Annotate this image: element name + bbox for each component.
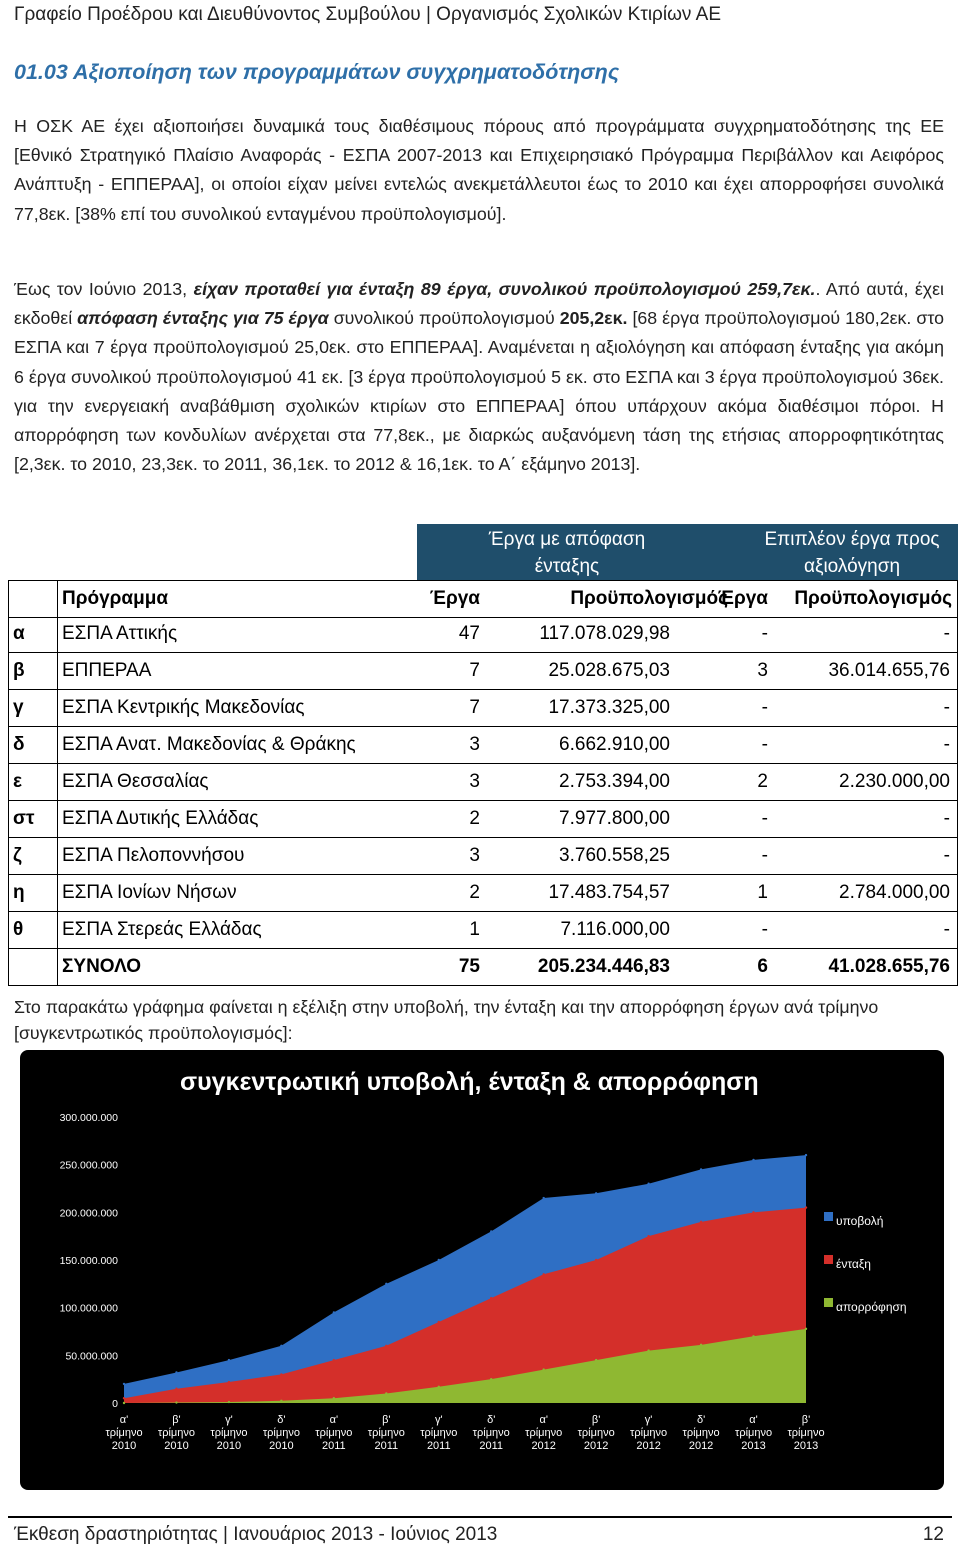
x-tick-label: τρίμηνο xyxy=(630,1427,668,1439)
row-budget: 205.234.446,83 xyxy=(537,956,670,977)
row-erga: 1 xyxy=(469,919,480,940)
x-tick-label: 2011 xyxy=(322,1440,346,1452)
p2-text-f: 205,2εκ. xyxy=(559,308,628,329)
y-tick-label: 0 xyxy=(112,1398,118,1410)
table-row xyxy=(8,690,958,727)
footer-text: Έκθεση δραστηριότητας | Ιανουάριος 2013 - Ιούνιος 2013 xyxy=(14,1524,498,1545)
row-budget2: 2.784.000,00 xyxy=(839,882,950,903)
x-tick-label: 2012 xyxy=(583,1440,609,1452)
row-erga: 2 xyxy=(469,882,480,903)
row-erga2: 2 xyxy=(757,771,768,792)
x-tick-label: γ' xyxy=(225,1414,233,1426)
p2-text-d: απόφαση ένταξης για 75 έργα xyxy=(77,308,329,329)
x-tick-label: τρίμηνο xyxy=(734,1427,773,1439)
x-tick-label: α' xyxy=(329,1414,339,1426)
row-budget2: - xyxy=(943,623,950,644)
x-tick-label: τρίμηνο xyxy=(472,1427,510,1439)
row-letter: β xyxy=(13,660,25,681)
x-tick-label: γ' xyxy=(644,1414,653,1426)
row-program: ΣΥΝΟΛΟ xyxy=(62,956,142,977)
x-tick-label: α' xyxy=(539,1414,548,1426)
table-row xyxy=(8,912,958,949)
table-total-row xyxy=(8,949,958,986)
row-budget: 25.028.675,03 xyxy=(548,660,670,681)
col-erga-header: Έργα xyxy=(429,588,480,609)
p2-text-a: Έως τον Ιούνιο 2013, xyxy=(14,279,194,299)
row-erga2: - xyxy=(761,734,768,755)
row-erga: 2 xyxy=(469,808,480,829)
x-tick-label: γ' xyxy=(434,1414,443,1426)
x-tick-label: τρίμηνο xyxy=(315,1427,353,1439)
row-budget2: - xyxy=(943,808,950,829)
row-budget: 6.662.910,00 xyxy=(559,734,670,755)
table-row xyxy=(8,616,958,653)
x-tick-label: τρίμηνο xyxy=(787,1427,825,1439)
x-tick-label: 2012 xyxy=(531,1440,556,1452)
x-tick-label: 2012 xyxy=(636,1440,661,1452)
legend-label: απορρόφηση xyxy=(836,1300,907,1314)
row-letter: η xyxy=(13,882,25,903)
row-letter: γ xyxy=(13,697,24,718)
y-tick-label: 300.000.000 xyxy=(59,1112,118,1124)
row-program: ΕΠΠΕΡΑΑ xyxy=(62,660,152,681)
x-tick-label: β' xyxy=(801,1414,811,1426)
x-tick-label: α' xyxy=(749,1414,758,1426)
section-title: 01.03 Αξιοποίηση των προγραμμάτων συγχρηματοδότησης xyxy=(14,60,620,84)
x-tick-label: δ' xyxy=(487,1414,496,1426)
row-program: ΕΣΠΑ Ανατ. Μακεδονίας & Θράκης xyxy=(62,734,356,755)
row-letter: δ xyxy=(13,734,25,755)
chart-title: συγκεντρωτική υποβολή, ένταξη & απορρόφηση xyxy=(180,1068,759,1096)
row-budget2: 2.230.000,00 xyxy=(839,771,950,792)
x-tick-label: 2010 xyxy=(164,1440,189,1452)
row-program: ΕΣΠΑ Ιονίων Νήσων xyxy=(62,882,237,903)
row-letter: ζ xyxy=(13,845,22,866)
y-tick-label: 50.000.000 xyxy=(65,1350,118,1363)
row-erga: 3 xyxy=(469,734,480,755)
col-budget-header: Προϋπολογισμός xyxy=(570,588,728,609)
row-program: ΕΣΠΑ Πελοποννήσου xyxy=(62,845,245,866)
x-tick-label: τρίμηνο xyxy=(262,1427,300,1439)
x-tick-label: 2011 xyxy=(479,1440,504,1452)
x-tick-label: δ' xyxy=(277,1414,286,1426)
row-erga: 75 xyxy=(458,956,480,977)
x-tick-label: τρίμηνο xyxy=(210,1427,248,1439)
page-header: Γραφείο Προέδρου και Διευθύνοντος Συμβούλου | Οργανισμός Σχολικών Κτιρίων ΑΕ xyxy=(14,4,721,25)
row-letter: θ xyxy=(13,919,24,940)
row-budget: 3.760.558,25 xyxy=(559,845,670,866)
x-tick-label: τρίμηνο xyxy=(525,1427,563,1439)
x-tick-label: τρίμηνο xyxy=(682,1427,720,1439)
x-tick-label: τρίμηνο xyxy=(105,1427,143,1439)
y-tick-label: 150.000.000 xyxy=(59,1255,118,1267)
chart-container xyxy=(20,1050,944,1490)
x-tick-label: 2010 xyxy=(111,1440,137,1452)
p2-text-e: συνολικού προϋπολογισμού xyxy=(328,308,560,329)
row-program: ΕΣΠΑ Δυτικής Ελλάδας xyxy=(62,808,259,829)
table-row xyxy=(8,727,958,764)
row-program: ΕΣΠΑ Κεντρικής Μακεδονίας xyxy=(62,697,305,718)
row-erga2: - xyxy=(761,697,768,718)
row-letter: α xyxy=(13,623,25,644)
table-row xyxy=(8,764,958,801)
legend-label: ένταξη xyxy=(836,1257,871,1271)
row-erga: 7 xyxy=(469,660,480,681)
x-tick-label: β' xyxy=(172,1414,181,1426)
row-budget: 2.753.394,00 xyxy=(559,771,670,792)
row-erga2: 6 xyxy=(757,956,768,977)
table-group-header xyxy=(417,524,958,580)
row-budget2: 41.028.655,76 xyxy=(828,956,950,977)
chart-intro-text: Στο παρακάτω γράφημα φαίνεται η εξέλιξη στην υποβολή, την ένταξη και την απορρόφηση έργων ανά τρίμηνο [συγκεντρωτικός προϋπολογισμός]: xyxy=(14,997,879,1043)
col-program-header: Πρόγραμμα xyxy=(62,588,169,609)
row-budget: 7.977.800,00 xyxy=(559,808,670,829)
y-tick-label: 100.000.000 xyxy=(59,1302,118,1315)
table-row xyxy=(8,653,958,690)
row-erga: 47 xyxy=(458,623,480,644)
row-erga2: - xyxy=(761,845,768,866)
x-tick-label: 2012 xyxy=(688,1440,714,1452)
x-tick-label: τρίμηνο xyxy=(367,1427,405,1439)
x-tick-label: 2010 xyxy=(269,1440,294,1452)
row-budget: 7.116.000,00 xyxy=(560,919,670,940)
table-row xyxy=(8,801,958,838)
table-row xyxy=(8,875,958,912)
col-budget2-header: Προϋπολογισμός xyxy=(794,588,952,609)
group-header-approved: Έργα με απόφαση ένταξης xyxy=(488,529,646,577)
x-tick-label: 2013 xyxy=(793,1440,819,1452)
x-tick-label: δ' xyxy=(696,1414,706,1426)
row-letter: ε xyxy=(13,771,23,792)
row-program: ΕΣΠΑ Αττικής xyxy=(62,623,178,644)
row-budget2: - xyxy=(943,697,950,718)
row-budget2: - xyxy=(943,734,950,755)
p2-text-b: είχαν προταθεί για ένταξη 89 έργα, συνολικού προϋπολογισμού 259,7εκ. xyxy=(193,279,816,299)
row-erga2: - xyxy=(761,808,768,829)
row-erga2: - xyxy=(761,623,768,644)
row-program: ΕΣΠΑ Στερεάς Ελλάδας xyxy=(62,919,262,940)
col-erga2-header: Έργα xyxy=(717,588,768,609)
row-budget: 117.078.029,98 xyxy=(539,623,670,644)
x-tick-label: τρίμηνο xyxy=(157,1427,196,1439)
row-erga: 3 xyxy=(469,845,480,866)
row-program: ΕΣΠΑ Θεσσαλίας xyxy=(62,771,209,792)
paragraph-1: Η ΟΣΚ ΑΕ έχει αξιοποιήσει δυναμικά τους διαθέσιμους πόρους από προγράμματα συγχρηματοδότησης της ΕΕ [Εθνικό Στρατηγικό Πλαίσιο Αναφοράς - ΕΣΠΑ 2007-2013 και Επιχειρησιακό Πρόγραμμα Περιβάλλον και Αειφόρος Ανάπτυξη - ΕΠΠΕΡΑΑ], οι οποίοι είχαν μείνει εντελώς ανεκμετάλλευτοι έως το 2010 και έχει απορροφήσει συνολικά 77,8εκ. [38% επί του συνολικού ενταγμένου προϋπολογισμού]. xyxy=(14,116,944,224)
y-tick-label: 200.000.000 xyxy=(59,1207,118,1220)
x-tick-label: 2013 xyxy=(741,1440,766,1452)
p2-text-c: . Από αυτά, έχει εκδοθεί xyxy=(14,279,944,329)
x-tick-label: 2011 xyxy=(426,1440,451,1452)
row-erga2: 3 xyxy=(757,660,768,681)
row-budget2: - xyxy=(943,919,950,940)
table-row xyxy=(8,838,958,875)
legend-label: υποβολή xyxy=(836,1214,884,1228)
x-tick-label: τρίμηνο xyxy=(420,1427,458,1439)
y-tick-label: 250.000.000 xyxy=(59,1159,118,1172)
x-tick-label: α' xyxy=(119,1414,129,1426)
paragraph-2 xyxy=(14,275,944,479)
row-erga: 7 xyxy=(469,697,480,718)
page-number: 12 xyxy=(922,1524,944,1545)
row-budget: 17.373.325,00 xyxy=(548,697,670,718)
x-tick-label: β' xyxy=(382,1414,391,1426)
x-tick-label: β' xyxy=(591,1414,601,1426)
group-header-pending: Επιπλέον έργα προς αξιολόγηση xyxy=(764,529,940,577)
row-erga2: 1 xyxy=(757,882,768,903)
x-tick-label: 2011 xyxy=(374,1440,399,1452)
x-tick-label: 2010 xyxy=(216,1440,242,1452)
row-budget2: 36.014.655,76 xyxy=(828,660,950,681)
row-budget2: - xyxy=(943,845,950,866)
footer-divider xyxy=(8,1516,952,1518)
table-header-row xyxy=(8,580,958,618)
row-letter: στ xyxy=(13,808,35,829)
row-erga: 3 xyxy=(469,771,480,792)
row-budget: 17.483.754,57 xyxy=(548,882,670,903)
p2-text-g: [68 έργα προϋπολογισμού 180,2εκ. στο ΕΣΠΑ και 7 έργα προϋπολογισμού 25,0εκ. στο ΕΠΠΕΡΑΑ]. Αναμένεται η αξιολόγηση και απόφαση ένταξης για ακόμη 6 έργα συνολικού προϋπολογισμού 41 εκ. [3 έργα προϋπολογισμού 5 εκ. στο ΕΣΠΑ και 3 έργα προϋπολογισμού 36εκ. για την ενεργειακή αναβάθμιση σχολικών κτιρίων στο ΕΠΠΕΡΑΑ] όπου υπάρχουν ακόμα διαθέσιμοι πόροι. Η απορρόφηση των κονδυλίων ανέρχεται στα 77,8εκ., με διαρκώς αυξανόμενη τάση της ετήσιας απορροφητικότητας [2,3εκ. το 2010, 23,3εκ. το 2011, 36,1εκ. το 2012 & 16,1εκ. το Α΄ εξάμηνο 2013]. xyxy=(14,308,944,475)
row-erga2: - xyxy=(761,919,768,940)
x-tick-label: τρίμηνο xyxy=(577,1427,615,1439)
